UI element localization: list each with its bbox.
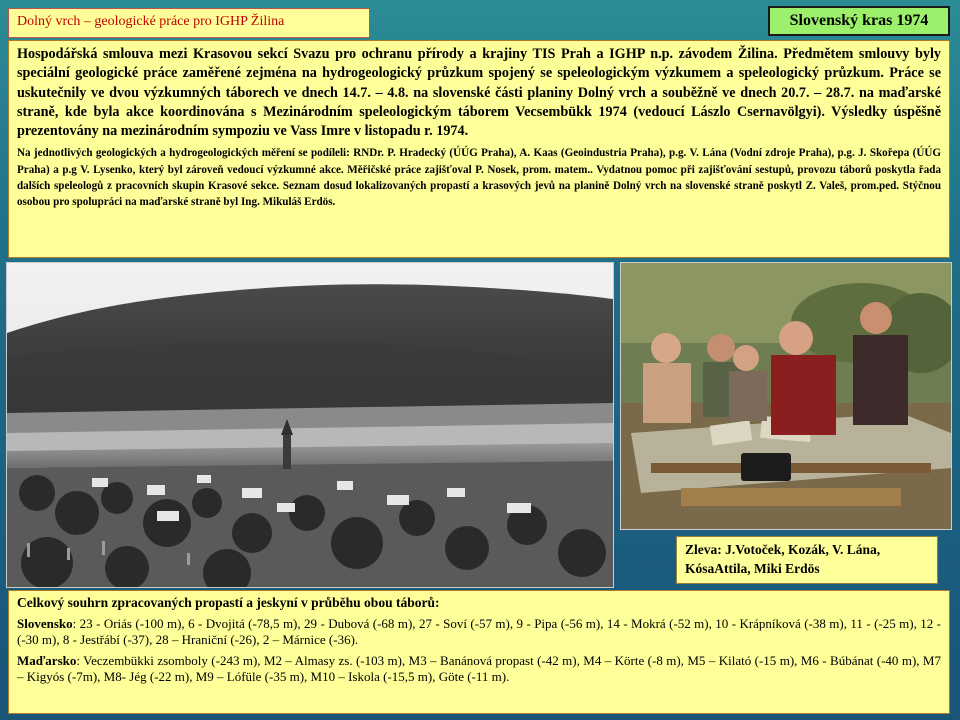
summary-madarsko	[17, 653, 941, 686]
madarsko-list: : Veczembükki zsomboly (-243 m), M2 – Almasy zs. (-103 m), M3 – Banánová propast (-42 m), M4 – Körte (-8 m), M5 – Kilató (-15 m), M6 - Búbánat (-40 m), M7 – Kigyós (-7m), M8- Jég (-22 m), M9 – Lófüle (-35 m), M10 – Iskola (-15,5 m), Göte (-11 m).	[17, 652, 941, 684]
caves-summary-panel	[8, 590, 950, 714]
madarsko-label: Maďarsko	[17, 652, 77, 668]
slovensko-label: Slovensko	[17, 615, 73, 631]
document-title	[8, 8, 370, 38]
team-at-table-illustration	[621, 263, 951, 529]
caption-line-1: Zleva: J.Votoček, Kozák, V. Lána,	[685, 542, 881, 557]
intro-paragraph-participants: Na jednotlivých geologických a hydrogeologických měření se podíleli: RNDr. P. Hradecký (ÚÚG Praha), A. Kaas (Geoindustria Praha), p.g. V. Lána (Vodní zdroje Praha), p.g. J. Skořepa (ÚÚG Praha) a p.g V. Lysenko, který byl zároveň vedoucí výzkumné akce. Měřičské práce zajišťoval P. Nosek, prom. matem.. Vydatnou pomoc při zajišťování sestupů, provozu táborů poskytla řada dalších speleologů z pracovních skupin Krasové sekce. Seznam dosud lokalizovaných propastí a krasových jevů na planině Dolný vrch na slovenské straně poskytl Z. Valeš, prom.ped. Stýčnou osobou pro spolupráci na maďarské straně byl Ing. Mikuláš Erdös.	[17, 147, 941, 208]
document-title-text: Dolný vrch – geologické práce pro IGHP Žilina	[17, 14, 285, 29]
intro-panel	[8, 40, 950, 258]
location-year-text: Slovenský kras 1974	[789, 12, 929, 29]
summary-heading: Celkový souhrn zpracovaných propastí a jeskyní v průběhu obou táborů:	[17, 595, 440, 610]
photo-caption	[676, 536, 938, 584]
caption-line-2: KósaAttila, Miki Erdös	[685, 561, 820, 576]
valley-village-illustration	[7, 263, 613, 587]
intro-paragraph-contract: Hospodářská smlouva mezi Krasovou sekcí Svazu pro ochranu přírody a krajiny TIS Prah a IGHP n.p. závodem Žilina. Předmětem smlouvy byly speciální geologické práce zaměřené zejména na hydrogeologický průzkum spojený se speleologickým výzkumem a speleologický průzkum. Práce se uskutečnily ve dvou výzkumných táborech ve dnech 14.7. – 4.8. na slovenské části planiny Dolný vrch a souběžně ve dnech 20.7. – 28.7. na maďarské straně, kde byla akce koordinována s Mezinárodním speleologickým táborem Vecsembükk 1974 (vedoucí Lászlo Csernavölgyi). Výsledky úspěšně prezentovány na mezinárodním sympoziu ve Vass Imre v listopadu r. 1974.	[17, 46, 941, 140]
valley-village-photo	[6, 262, 614, 588]
summary-slovensko	[17, 616, 941, 649]
location-year-badge	[768, 6, 950, 36]
slovensko-list: : 23 - Oriás (-100 m), 6 - Dvojitá (-78,5 m), 29 - Dubová (-68 m), 27 - Soví (-57 m), 9 - Pipa (-56 m), 14 - Mokrá (-52 m), 10 - Krápníková (-38 m), 11 - (-25 m), 12 - (-30 m), 8 - Jestřábí (-37), 28 – Hraniční (-26), 2 – Márnice (-36).	[17, 615, 941, 647]
team-at-table-photo	[620, 262, 952, 530]
